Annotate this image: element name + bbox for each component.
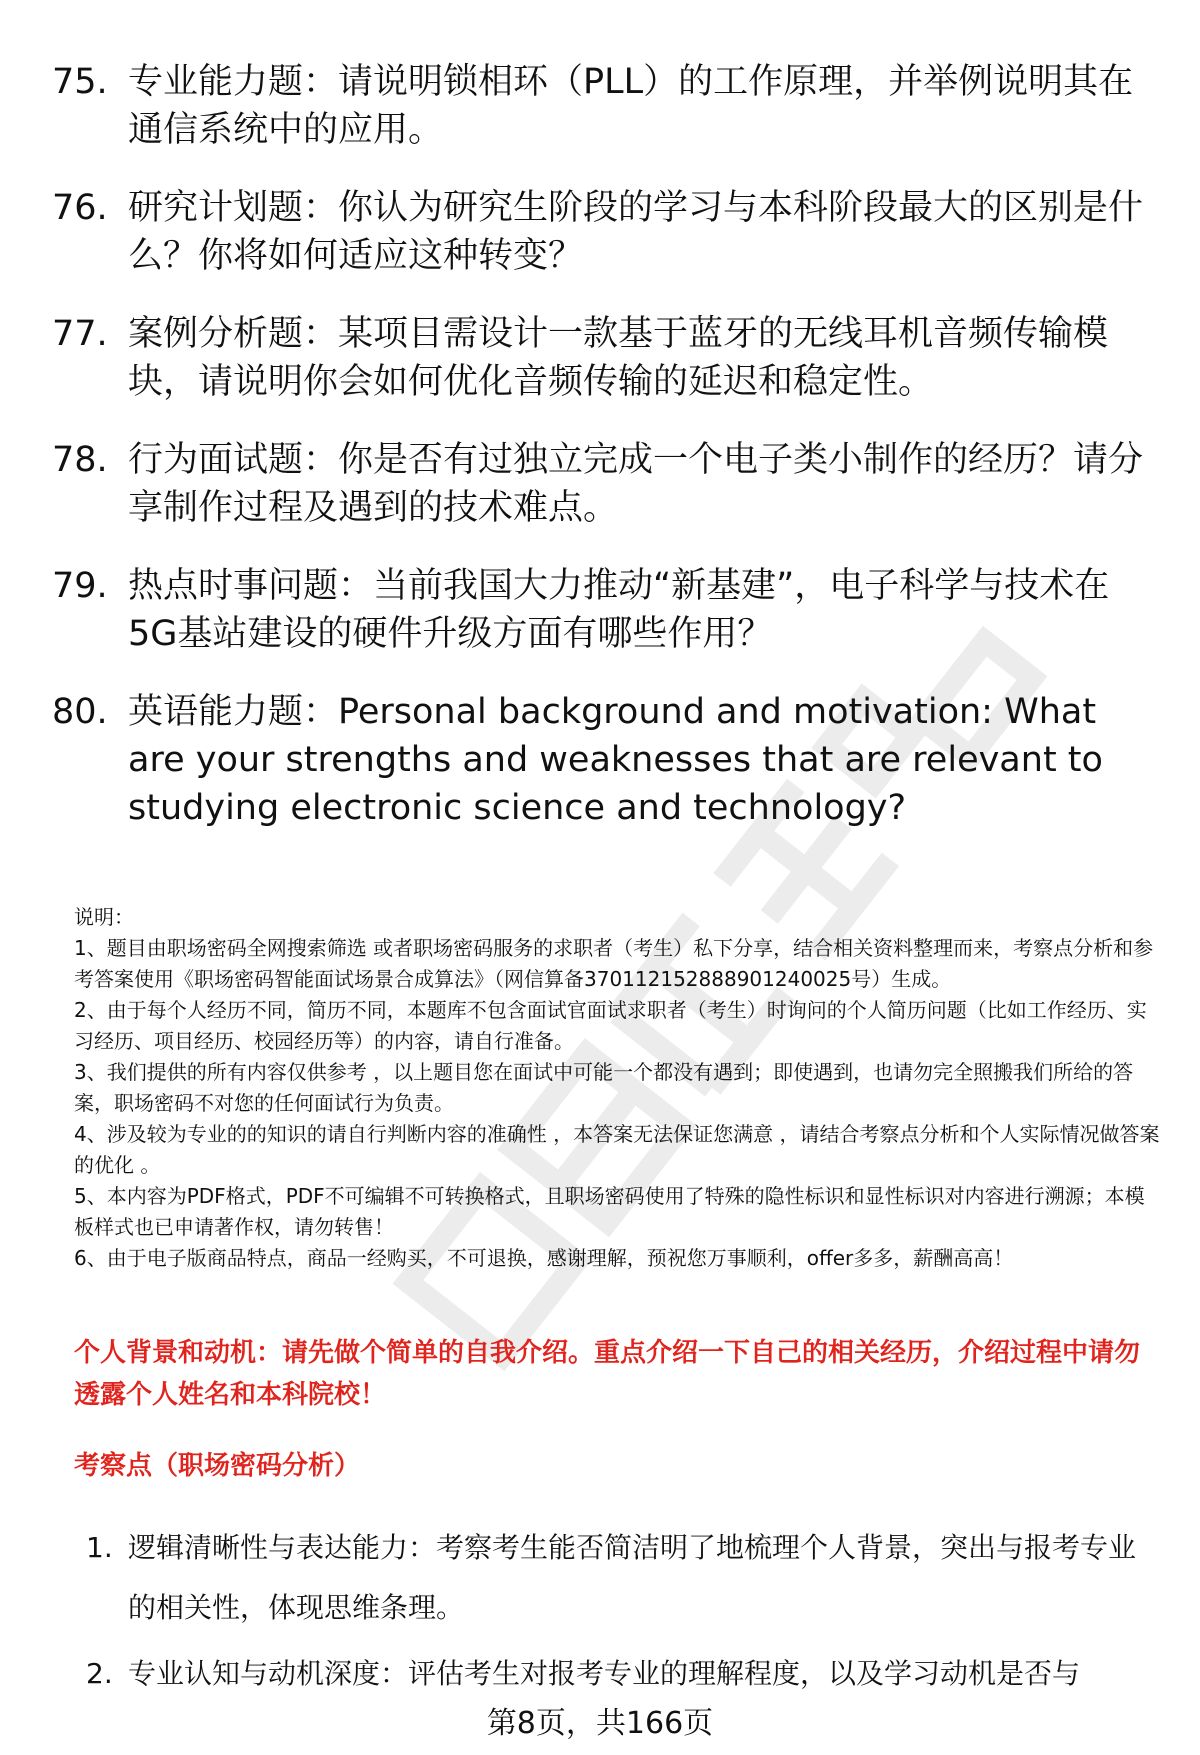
page-footer: 第8页，共166页 (486, 1706, 714, 1741)
note-item: 1、题目由职场密码全网搜索筛选 或者职场密码服务的求职者（考生）私下分享，结合相关资料整理而来，考察点分析和参考答案使用《职场密码智能面试场景合成算法》（网信算备370112152888901240025号）生成。 (74, 936, 1154, 991)
question-item (52, 562, 1152, 658)
question-text: 专业能力题：请说明锁相环（PLL）的工作原理，并举例说明其在通信系统中的应用。 (128, 62, 1134, 150)
question-number: 79. (52, 566, 108, 606)
question-number: 77. (52, 314, 108, 354)
analysis-point (86, 1518, 1156, 1638)
analysis-heading: 考察点（职场密码分析） (74, 1451, 361, 1481)
question-text: 案例分析题：某项目需设计一款基于蓝牙的无线耳机音频传输模块，请说明你会如何优化音频传输的延迟和稳定性。 (128, 314, 1109, 402)
question-number: 76. (52, 188, 108, 228)
point-text: 逻辑清晰性与表达能力：考察考生能否简洁明了地梳理个人背景，突出与报考专业的相关性，体现思维条理。 (128, 1531, 1137, 1624)
question-number: 75. (52, 62, 108, 102)
analysis-point (86, 1644, 1156, 1704)
question-item (52, 436, 1152, 532)
question-text: 研究计划题：你认为研究生阶段的学习与本科阶段最大的区别是什么？你将如何适应这种转变？ (128, 188, 1144, 276)
note-item: 3、我们提供的所有内容仅供参考 ，以上题目您在面试中可能一个都没有遇到；即使遇到，也请勿完全照搬我们所给的答案，职场密码不对您的任何面试行为负责。 (74, 1060, 1134, 1115)
intro-question: 个人背景和动机：请先做个简单的自我介绍。重点介绍一下自己的相关经历，介绍过程中请勿透露个人姓名和本科院校！ (74, 1338, 1141, 1410)
question-text: 热点时事问题：当前我国大力推动“新基建”，电子科学与技术在5G基站建设的硬件升级方面有哪些作用？ (128, 566, 1110, 654)
note-item: 5、本内容为PDF格式，PDF不可编辑不可转换格式，且职场密码使用了特殊的隐性标识和显性标识对内容进行溯源；本模板样式也已申请著作权，请勿转售！ (74, 1184, 1145, 1239)
note-item: 6、由于电子版商品特点，商品一经购买，不可退换，感谢理解，预祝您万事顺利，offer多多，薪酬高高！ (74, 1246, 1014, 1270)
notes-section (74, 902, 1160, 1274)
question-list (52, 58, 1152, 862)
question-number: 78. (52, 440, 108, 480)
point-text: 专业认知与动机深度：评估考生对报考专业的理解程度，以及学习动机是否与 (128, 1657, 1081, 1690)
question-number: 80. (52, 692, 108, 732)
note-item: 2、由于每个人经历不同，简历不同，本题库不包含面试官面试求职者（考生）时询问的个人简历问题（比如工作经历、实习经历、项目经历、校园经历等）的内容，请自行准备。 (74, 998, 1147, 1053)
analysis-points (86, 1518, 1156, 1710)
question-item (52, 688, 1152, 832)
point-number: 2. (86, 1657, 113, 1690)
question-item (52, 310, 1152, 406)
note-item: 4、涉及较为专业的的知识的请自行判断内容的准确性 ，本答案无法保证您满意 ，请结合考察点分析和个人实际情况做答案的优化 。 (74, 1122, 1160, 1177)
question-text: 行为面试题：你是否有过独立完成一个电子类小制作的经历？请分享制作过程及遇到的技术难点。 (128, 440, 1144, 528)
question-item (52, 58, 1152, 154)
question-item (52, 184, 1152, 280)
question-text: 英语能力题：Personal background and motivation: What are your strengths and weaknesses that are relevant to studying electronic science and technology? (128, 692, 1103, 828)
notes-title: 说明： (74, 905, 134, 929)
point-number: 1. (86, 1531, 113, 1564)
